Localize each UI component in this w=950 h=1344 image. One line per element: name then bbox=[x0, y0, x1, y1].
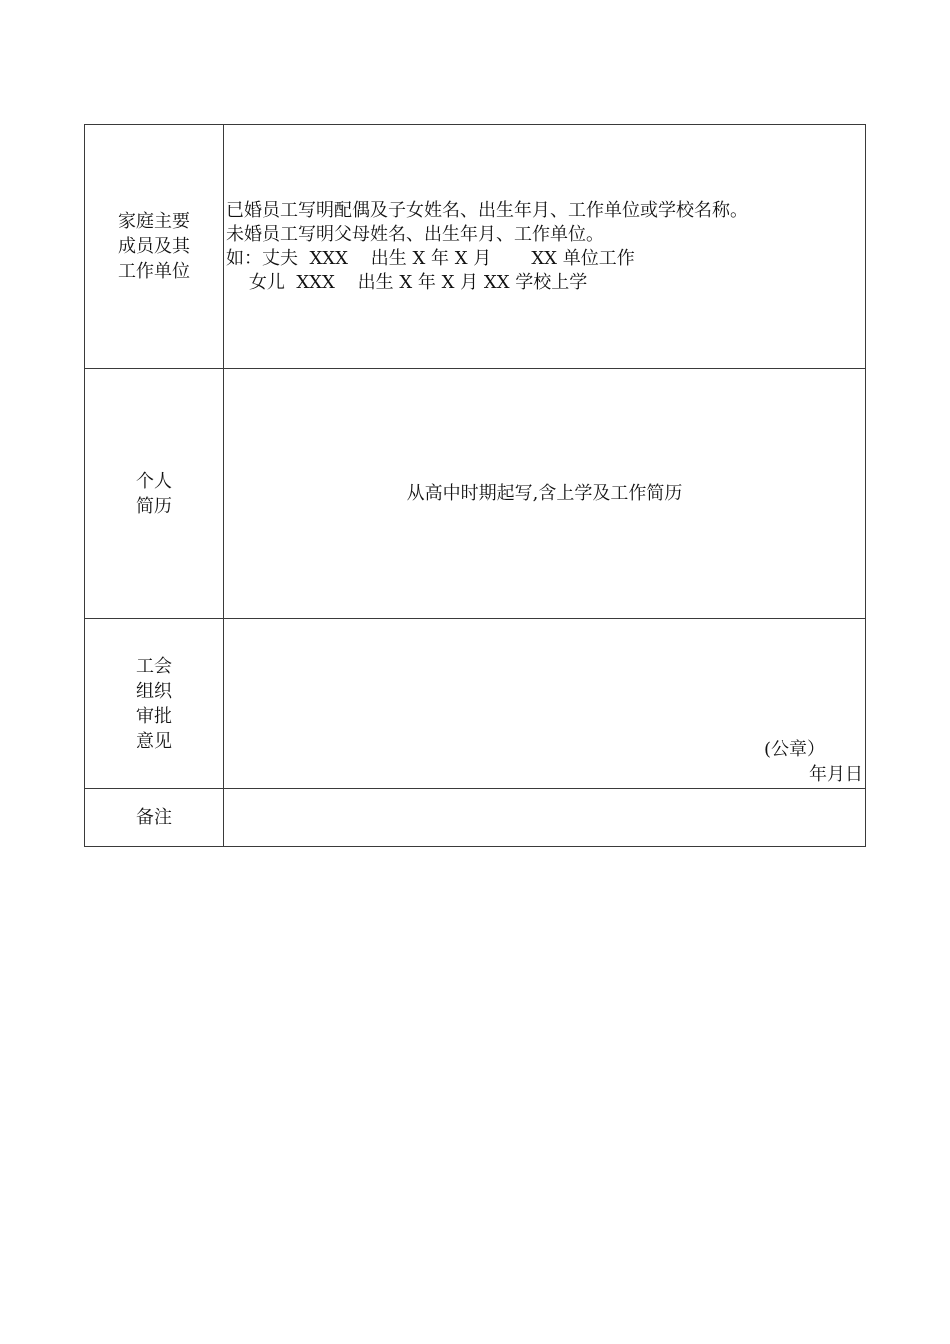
family-label-line-1: 家庭主要 bbox=[118, 211, 190, 232]
family-instruction-married: 已婚员工写明配偶及子女姓名、出生年月、工作单位或学校名称。 bbox=[226, 199, 748, 221]
family-members-row bbox=[85, 125, 866, 369]
resume-label-line-1: 个人 bbox=[136, 470, 172, 492]
family-members-label bbox=[85, 125, 224, 369]
family-example-child: 女儿 XXX 出生 X 年 X 月 XX 学校上学 bbox=[226, 271, 588, 293]
remark-field[interactable] bbox=[224, 789, 866, 847]
union-label-line-2: 组织 bbox=[136, 680, 172, 702]
resume-row bbox=[85, 369, 866, 619]
resume-field[interactable] bbox=[224, 369, 866, 619]
family-label-line-2: 成员及其 bbox=[118, 236, 190, 257]
remark-row bbox=[85, 789, 866, 847]
employee-info-form bbox=[84, 124, 866, 847]
family-instruction-unmarried: 未婚员工写明父母姓名、出生年月、工作单位。 bbox=[226, 223, 604, 245]
union-label-line-3: 审批 bbox=[136, 705, 172, 727]
resume-label-line-2: 简历 bbox=[136, 495, 172, 517]
union-label-line-4: 意见 bbox=[136, 730, 172, 752]
family-example-spouse: 如：丈夫 XXX 出生 X 年 X 月 XX 单位工作 bbox=[226, 247, 635, 269]
remark-label: 备注 bbox=[85, 789, 224, 847]
union-approval-field[interactable] bbox=[224, 619, 866, 789]
union-approval-row bbox=[85, 619, 866, 789]
resume-label bbox=[85, 369, 224, 619]
approval-date-text: 年月日 bbox=[809, 764, 863, 785]
union-label-line-1: 工会 bbox=[136, 655, 172, 677]
union-approval-label bbox=[85, 619, 224, 789]
family-members-field[interactable] bbox=[224, 125, 866, 369]
official-seal-text: (公章） bbox=[763, 739, 825, 760]
resume-instruction: 从高中时期起写,含上学及工作简历 bbox=[406, 482, 683, 504]
family-label-line-3: 工作单位 bbox=[118, 261, 190, 282]
